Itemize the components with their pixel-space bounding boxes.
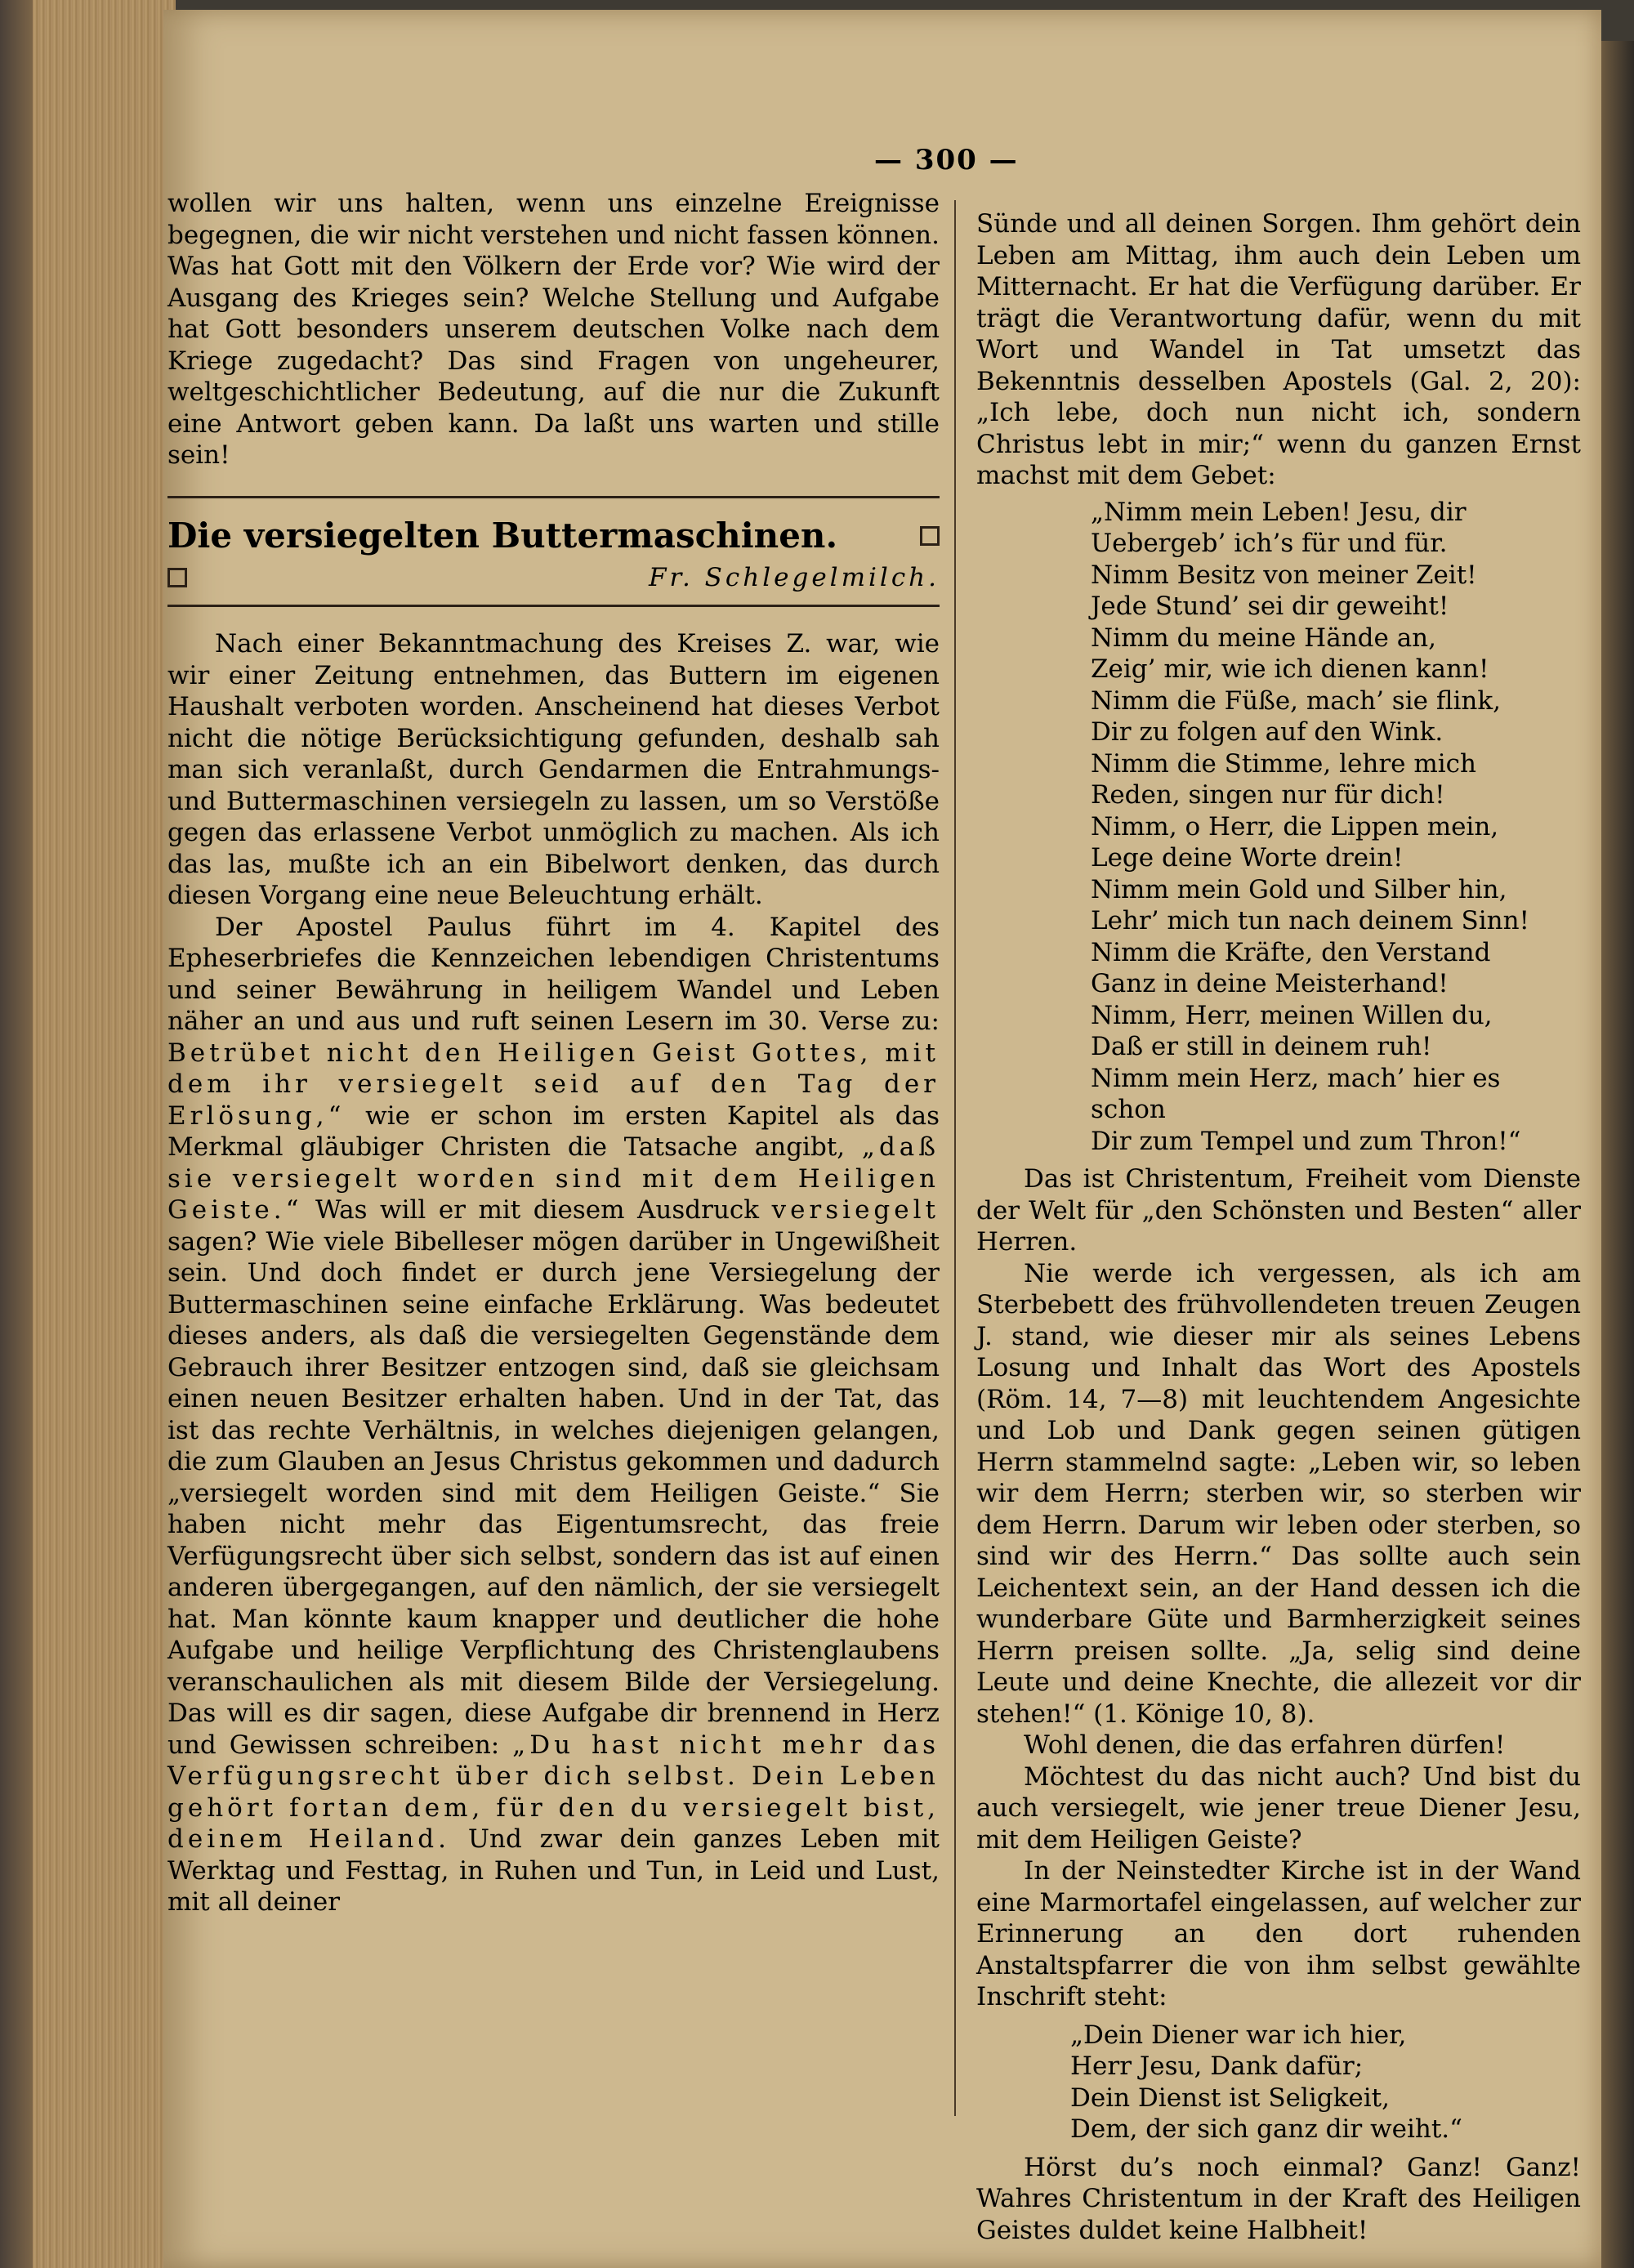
article-title-row [167, 515, 940, 557]
poem-line: Nimm die Kräfte, den Verstand [1091, 937, 1491, 967]
emphasized-quote: Betrübet nicht den Heiligen Geist Gottes, mit dem ihr versiegelt seid auf den Tag der Erlösung,“ [167, 1038, 940, 1131]
poem-line: Dir zum Tempel und zum Thron!“ [1091, 1126, 1521, 1156]
article-paragraph: Nach einer Bekanntmachung des Kreises Z. war, wie wir einer Zeitung entnehmen, das Buttern im eigenen Haushalt verboten worden. Anscheinend hat dieses Verbot nicht die nötige Berücksichtigung gefunden, deshalb sah man sich veranlaßt, durch Gendarmen die Entrahmungs- und Buttermaschinen versiegeln zu lassen, um so Verstöße gegen das erlassene Verbot unmöglich zu machen. Als ich das las, mußte ich an ein Bibelwort denken, das durch diesen Vorgang eine neue Beleuchtung erhält. [167, 629, 940, 910]
article-heading [167, 496, 940, 608]
poem-line: Zeig’ mir, wie ich dienen kann! [1091, 654, 1489, 684]
emphasized-quote: „Du hast nicht mehr das Verfügungsrecht über dich selbst. Dein Leben gehört fortan dem, für den du versiegelt bist, deinem Heiland. [167, 1730, 940, 1854]
poem-line: Uebergeb’ ich’s für und für. [1091, 529, 1448, 558]
article-paragraph: Sünde und all deinen Sorgen. Ihm gehört dein Leben am Mittag, ihm auch dein Leben um Mitternacht. Er hat die Verfügung darüber. Er trägt die Verantwortung dafür, wenn du mit Wort und Wandel in Tat umsetzt das Bekenntnis desselben Apostels (Gal. 2, 20): „Ich lebe, doch nun nicht ich, sondern Christus lebt in mir;“ wenn du ganzen Ernst machst mit dem Gebet: [976, 209, 1581, 490]
author-byline: Fr. Schlegelmilch. [649, 562, 940, 592]
poem-line: Dein Dienst ist Seligkeit, [1070, 2083, 1390, 2113]
poem-line: Nimm, o Herr, die Lippen mein, [1091, 811, 1499, 842]
poem-line: Nimm mein Herz, mach’ hier es schon [1091, 1063, 1501, 1124]
poem-line: Nimm die Stimme, lehre mich [1091, 748, 1476, 779]
article-paragraph: Hörst du’s noch einmal? Ganz! Ganz! Wahres Christentum in der Kraft des Heiligen Geistes duldet keine Halbheit! [976, 2152, 1581, 2245]
column-divider [954, 200, 956, 2116]
byline-row [167, 562, 940, 594]
right-column [976, 208, 1581, 2246]
article-paragraph: Möchtest du das nicht auch? Und bist du auch versiegelt, wie jener treue Diener Jesu, mit dem Heiligen Geiste? [976, 1761, 1581, 1855]
poem-line: Lege deine Worte drein! [1091, 843, 1404, 873]
article-paragraph: In der Neinstedter Kirche ist in der Wand eine Marmortafel eingelassen, auf welcher zur Erinnerung an den dort ruhenden Anstaltspfarrer die von ihm selbst gewählte Inschrift steht: [976, 1856, 1581, 2011]
poem-line: Daß er still in deinem ruh! [1091, 1032, 1432, 1061]
article-paragraph: Das ist Christentum, Freiheit vom Dienste der Welt für „den Schönsten und Besten“ aller Herren. [976, 1164, 1581, 1257]
square-ornament-icon [167, 568, 187, 587]
poem-line: Nimm mein Gold und Silber hin, [1091, 874, 1507, 904]
heading-rule [167, 605, 940, 607]
text-run: Was will er mit diesem Ausdruck [302, 1195, 772, 1225]
poem-line: „Dein Diener war ich hier, [1070, 2020, 1407, 2050]
text-run: Und zwar dein ganzes Leben mit Werktag und Festtag, in Ruhen und Tun, in Leid und Lust, mit all deiner [167, 1824, 940, 1917]
square-ornament-icon [920, 526, 940, 546]
intro-paragraph: wollen wir uns halten, wenn uns einzelne Ereignisse begegnen, die wir nicht verstehen und nicht fassen können. Was hat Gott mit den Völkern der Erde vor? Wie wird der Ausgang des Krieges sein? Welche Stellung und Aufgabe hat Gott besonders unserem deutschen Volke nach dem Kriege zugedacht? Das sind Fragen von ungeheurer, weltgeschichtlicher Bedeutung, auf die nur die Zukunft eine Antwort geben kann. Da laßt uns warten und stille sein! [167, 189, 940, 470]
book-cover-edge [0, 0, 33, 2268]
poem-line: Nimm die Füße, mach’ sie flink, [1091, 685, 1502, 716]
poem-line: Reden, singen nur für dich! [1091, 780, 1445, 810]
text-run: wie er schon im ersten Kapitel als das Merkmal gläubiger Christen die Tatsache angibt, [167, 1101, 940, 1162]
article-title: Die versiegelten Buttermaschinen. [167, 515, 838, 556]
page-number: — 300 — [874, 144, 1019, 176]
poem-line: Jede Stund’ sei dir geweiht! [1091, 592, 1449, 621]
text-run: Der Apostel Paulus führt im 4. Kapitel des Epheserbriefes die Kennzeichen lebendigen Christentums und seiner Bewährung in heiligem Wandel und Leben näher an und aus und ruft seinen Lesern im 30. Verse zu: [167, 912, 940, 1036]
article-paragraph [167, 912, 940, 1918]
poem-line: Nimm Besitz von meiner Zeit! [1091, 560, 1477, 590]
left-column [167, 188, 940, 1918]
poem-line: Dir zu folgen auf den Wink. [1091, 717, 1444, 747]
poem-line: Dem, der sich ganz dir weiht.“ [1070, 2114, 1463, 2144]
emphasized-word: versiegelt [771, 1195, 940, 1225]
emphasized-quote: „daß sie versiegelt worden sind mit dem Heiligen Geiste.“ [167, 1132, 940, 1225]
inscription-verse [1070, 2020, 1581, 2145]
poem-line: Ganz in deine Meisterhand! [1091, 969, 1449, 998]
article-paragraph: Nie werde ich vergessen, als ich am Sterbebett des frühvollendeten treuen Zeugen J. stand, wie dieser mir als seines Lebens Losung und Inhalt das Wort des Apostels (Röm. 14, 7—8) mit leuchtendem Angesichte und Lob und Dank gegen seinen gütigen Herrn stammelnd sagte: „Leben wir, so leben wir dem Herrn; sterben wir, so sterben wir dem Herrn. Darum wir leben oder sterben, so sind wir des Herrn.“ Das sollte auch sein Leichentext sein, an der Hand dessen ich die wunderbare Güte und Barmherzigkeit seines Herrn preisen sollte. „Ja, selig sind deine Leute und deine Knechte, die allezeit vor dir stehen!“ (1. Könige 10, 8). [976, 1258, 1581, 1729]
poem-line: Nimm, Herr, meinen Willen du, [1091, 1000, 1493, 1030]
poem-line: Nimm du meine Hände an, [1091, 623, 1436, 653]
text-run: sagen? Wie viele Bibelleser mögen darüber in Ungewißheit sein. Und doch findet er durch jene Versiegelung der Buttermaschinen seine einfache Erklärung. Was bedeutet dieses anders, als daß die versiegelten Gegenstände dem Gebrauch ihrer Besitzer entzogen sind, daß sie gleichsam einen neuen Besitzer erhalten haben. Und in der Tat, das ist das rechte Verhältnis, in welches diejenigen gelangen, die zum Glauben an Jesus Christus gekommen und dadurch „versiegelt worden sind mit dem Heiligen Geiste.“ Sie haben nicht mehr das Eigentumsrecht, das freie Verfügungsrecht über sich selbst, sondern das ist auf einen anderen übergegangen, auf den nämlich, der sie versiegelt hat. Man könnte kaum knapper und deutlicher die hohe Aufgabe und heilige Verpflichtung des Christenglaubens veranschaulichen als mit diesem Bilde der Versiegelung. Das will es dir sagen, diese Aufgabe dir brennend in Herz und Gewissen schreiben: [167, 1226, 940, 1760]
poem-line: Lehr’ mich tun nach deinem Sinn! [1091, 906, 1529, 935]
article-paragraph: Wohl denen, die das erfahren dürfen! [1024, 1730, 1506, 1760]
book-right-edge [1601, 41, 1634, 2268]
hymn-verse [1091, 497, 1581, 1158]
poem-line: Herr Jesu, Dank dafür; [1070, 2051, 1364, 2081]
poem-line: „Nimm mein Leben! Jesu, dir [1091, 497, 1467, 527]
